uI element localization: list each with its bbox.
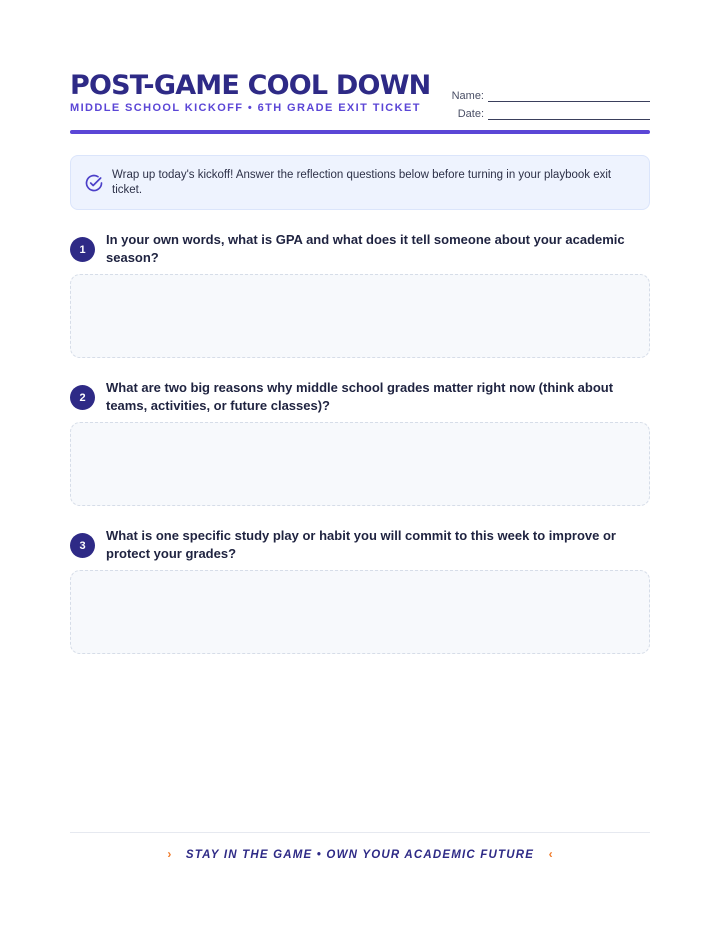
name-line[interactable]	[488, 92, 650, 102]
footer-divider	[70, 832, 650, 833]
question-text: In your own words, what is GPA and what does it tell someone about your academic season?	[106, 232, 625, 265]
chevron-left-icon: ‹	[548, 847, 553, 861]
check-circle-icon	[84, 173, 104, 193]
answer-box-1[interactable]	[70, 274, 650, 358]
answer-box-3[interactable]	[70, 570, 650, 654]
date-line[interactable]	[488, 110, 650, 120]
name-field[interactable]	[450, 84, 650, 102]
instructions-text: Wrap up today's kickoff! Answer the reflection questions below before turning in your playbook exit ticket.	[112, 169, 612, 196]
question-text: What is one specific study play or habit you will commit to this week to improve or protect your grades?	[106, 528, 616, 561]
answer-box-2[interactable]	[70, 422, 650, 506]
footer	[70, 845, 650, 863]
name-label: Name:	[451, 90, 484, 102]
date-field[interactable]	[450, 102, 650, 120]
page-title: POST-GAME COOL DOWN	[70, 70, 431, 101]
chevron-right-icon: ›	[167, 847, 172, 861]
date-label: Date:	[457, 108, 484, 120]
question-number-badge: 3	[70, 533, 95, 558]
header-divider	[70, 130, 650, 134]
footer-slogan: STAY IN THE GAME • OWN YOUR ACADEMIC FUTURE	[185, 849, 535, 861]
instructions-callout	[70, 155, 650, 210]
question-number-badge: 1	[70, 237, 95, 262]
worksheet-header	[70, 70, 650, 134]
question-text: What are two big reasons why middle school grades matter right now (think about teams, activities, or future classes)?	[106, 380, 614, 413]
question-number-badge: 2	[70, 385, 95, 410]
page-subtitle: MIDDLE SCHOOL KICKOFF • 6TH GRADE EXIT TICKET	[70, 102, 421, 114]
student-fields	[450, 84, 650, 120]
